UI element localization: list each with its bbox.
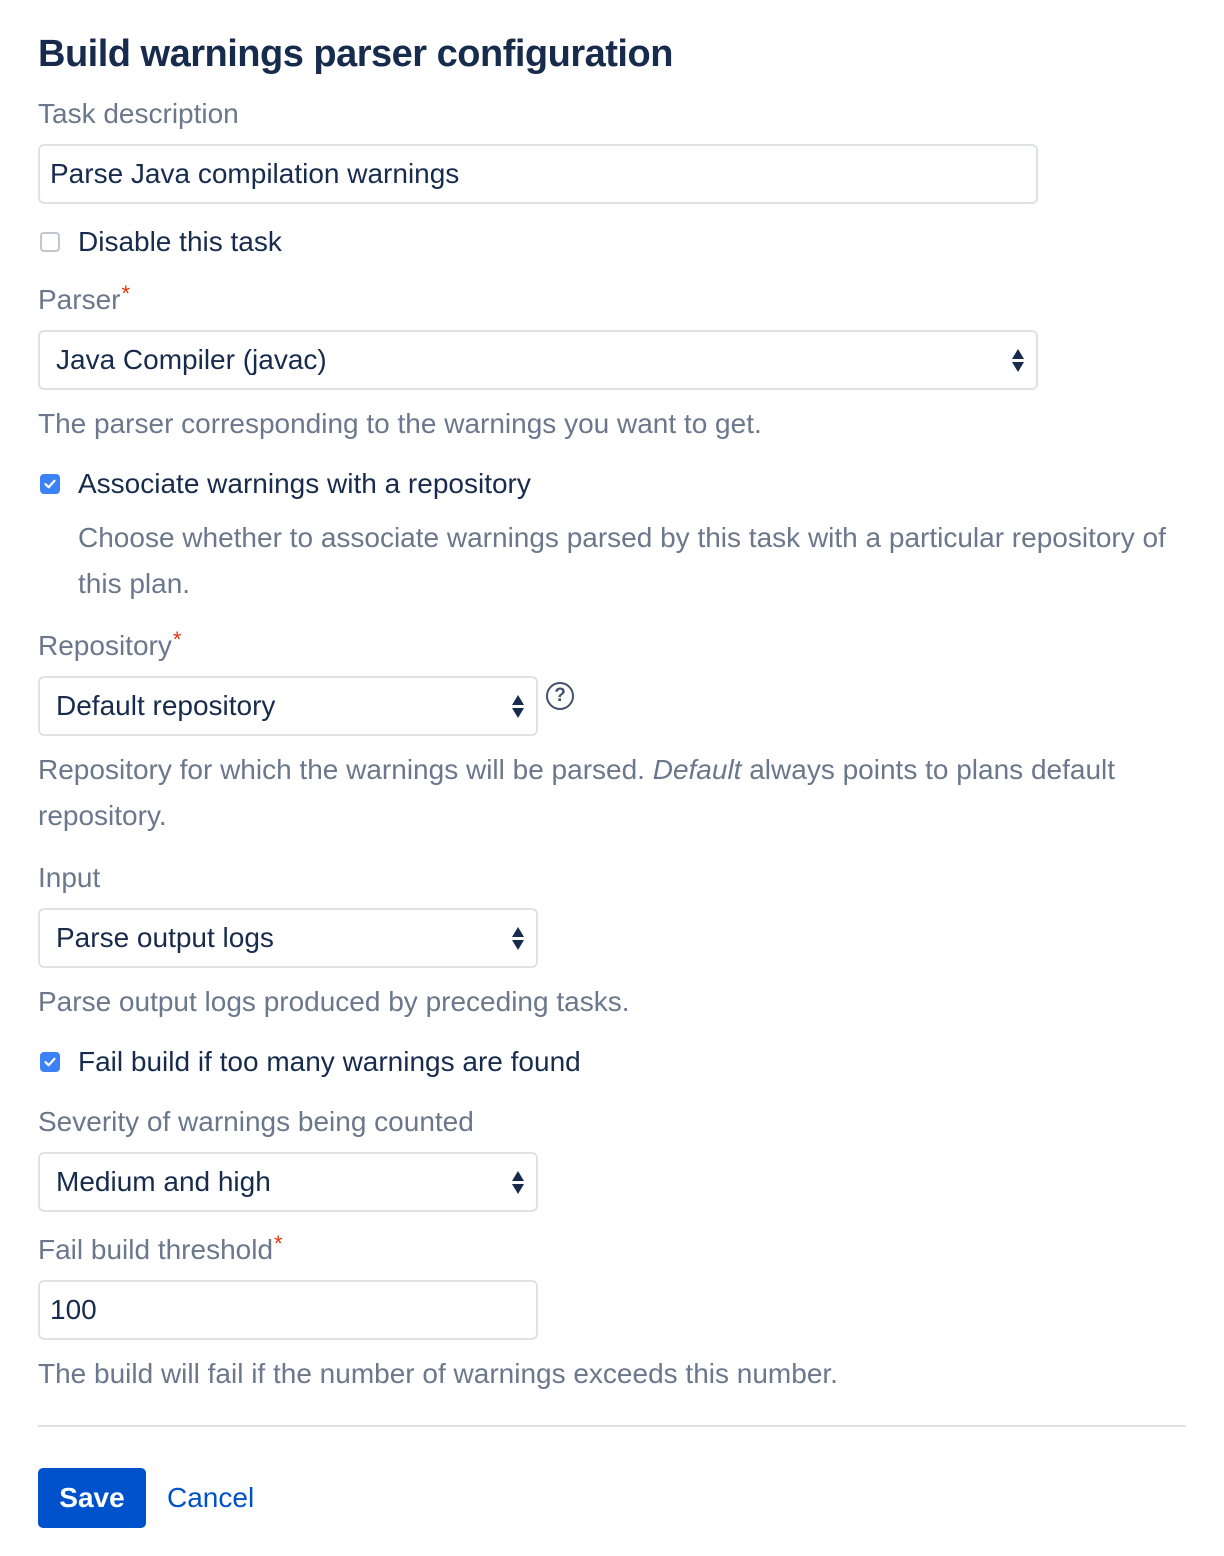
fail-build-label: Fail build if too many warnings are found xyxy=(78,1046,581,1077)
repository-description xyxy=(38,747,1198,839)
associate-repository-description: Choose whether to associate warnings parsed by this task with a particular repository of this plan. xyxy=(78,522,1166,599)
repository-selected-value: Default repository xyxy=(56,690,276,721)
checkmark-icon xyxy=(43,1055,57,1069)
associate-repository-row[interactable] xyxy=(38,466,531,502)
parser-selected-value: Java Compiler (javac) xyxy=(56,344,327,375)
repository-description-text: Repository for which the warnings will be parsed. xyxy=(38,754,653,785)
parser-select[interactable] xyxy=(38,330,1038,390)
parser-label-text: Parser xyxy=(38,284,121,315)
question-circle-icon[interactable]: ? xyxy=(546,682,574,710)
threshold-description: The build will fail if the number of warnings exceeds this number. xyxy=(38,1358,838,1389)
associate-repository-checkbox[interactable] xyxy=(40,474,60,494)
select-arrows-icon xyxy=(512,1171,524,1194)
fail-build-row[interactable] xyxy=(38,1044,581,1080)
input-description: Parse output logs produced by preceding tasks. xyxy=(38,986,630,1017)
severity-label: Severity of warnings being counted xyxy=(38,1106,474,1137)
save-button[interactable]: Save xyxy=(38,1468,146,1528)
required-asterisk: * xyxy=(121,281,131,306)
parser-label xyxy=(38,282,130,318)
select-arrows-icon xyxy=(512,695,524,718)
threshold-label-text: Fail build threshold xyxy=(38,1234,274,1265)
select-arrows-icon xyxy=(1012,349,1024,372)
repository-description-emphasis: Default xyxy=(652,754,742,785)
parser-description: The parser corresponding to the warnings you want to get. xyxy=(38,408,762,439)
input-select[interactable] xyxy=(38,908,538,968)
task-description-label: Task description xyxy=(38,98,239,129)
task-description-input[interactable] xyxy=(38,144,1038,204)
required-asterisk: * xyxy=(172,627,182,652)
page-title: Build warnings parser configuration xyxy=(38,33,673,75)
repository-label-text: Repository xyxy=(38,630,172,661)
severity-selected-value: Medium and high xyxy=(56,1166,271,1197)
divider xyxy=(38,1425,1186,1427)
select-arrows-icon xyxy=(512,927,524,950)
disable-task-checkbox[interactable] xyxy=(40,232,60,252)
associate-repository-label: Associate warnings with a repository xyxy=(78,468,531,499)
required-asterisk: * xyxy=(274,1231,283,1256)
threshold-input[interactable] xyxy=(38,1280,538,1340)
cancel-link[interactable]: Cancel xyxy=(167,1482,255,1513)
input-selected-value: Parse output logs xyxy=(56,922,274,953)
repository-label xyxy=(38,628,181,664)
severity-select[interactable] xyxy=(38,1152,538,1212)
threshold-label xyxy=(38,1232,283,1268)
fail-build-checkbox[interactable] xyxy=(40,1052,60,1072)
repository-select[interactable] xyxy=(38,676,538,736)
disable-task-label: Disable this task xyxy=(78,226,282,257)
disable-task-row[interactable] xyxy=(38,224,282,260)
input-label: Input xyxy=(38,862,101,893)
checkmark-icon xyxy=(43,477,57,491)
repository-description-rest: always points to plans default repository. xyxy=(38,754,1116,831)
